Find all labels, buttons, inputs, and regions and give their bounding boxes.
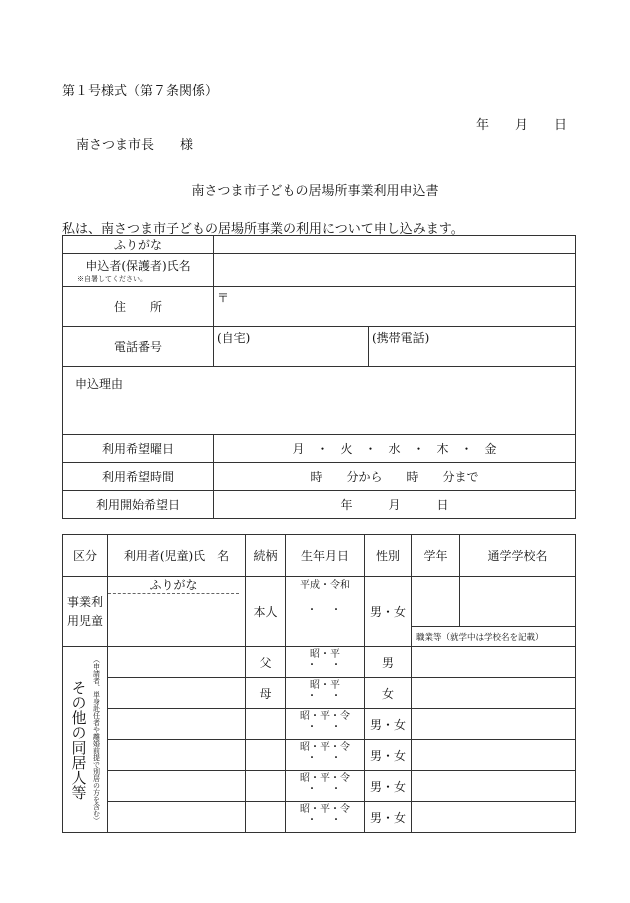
member-occupation-6[interactable] bbox=[412, 802, 576, 833]
child-label-text: 事業利用児童 bbox=[66, 594, 103, 628]
member-name-4[interactable] bbox=[108, 740, 246, 771]
member-relation-5 bbox=[246, 771, 286, 802]
occupation-header: 職業等（就学中は学校名を記載） bbox=[412, 627, 576, 647]
time-label: 利用希望時間 bbox=[63, 463, 214, 491]
mobile-phone-field[interactable] bbox=[369, 327, 576, 367]
applicant-table bbox=[62, 235, 576, 519]
dots-3: ・ ・ bbox=[307, 722, 343, 733]
address-field[interactable] bbox=[214, 287, 576, 327]
members-table bbox=[62, 534, 576, 833]
phone-label: 電話番号 bbox=[63, 327, 214, 367]
others-label bbox=[63, 647, 108, 833]
reason-label: 申込理由 bbox=[75, 377, 124, 391]
page-title: 南さつま市子どもの居場所事業利用申込書 bbox=[191, 184, 439, 199]
member-sex-1[interactable]: 男 bbox=[365, 647, 412, 678]
addressee: 南さつま市長 様 bbox=[76, 138, 194, 153]
member-name-6[interactable] bbox=[108, 802, 246, 833]
child-birth-dots: ・ ・ bbox=[307, 605, 343, 616]
member-name-2[interactable] bbox=[108, 678, 246, 709]
era-2: 昭・平 bbox=[310, 680, 340, 691]
time-value[interactable]: 時 分から 時 分まで bbox=[214, 463, 576, 491]
member-name-5[interactable] bbox=[108, 771, 246, 802]
home-phone-field[interactable] bbox=[214, 327, 369, 367]
header-grade: 学年 bbox=[412, 535, 460, 577]
reason-field[interactable] bbox=[63, 367, 576, 435]
dots-1: ・ ・ bbox=[307, 660, 343, 671]
member-occupation-3[interactable] bbox=[412, 709, 576, 740]
member-occupation-2[interactable] bbox=[412, 678, 576, 709]
furigana-label: ふりがな bbox=[63, 236, 214, 254]
era-1: 昭・平 bbox=[310, 649, 340, 660]
member-relation-3 bbox=[246, 709, 286, 740]
others-label-text: その他の同居人等 bbox=[69, 679, 88, 800]
intro-text: 私は、南さつま市子どもの居場所事業の利用について申し込みます。 bbox=[62, 222, 464, 237]
era-3: 昭・平・令 bbox=[300, 711, 350, 722]
home-phone-label: (自宅) bbox=[217, 331, 251, 345]
header-birthdate: 生年月日 bbox=[286, 535, 365, 577]
member-relation-6 bbox=[246, 802, 286, 833]
mobile-phone-label: (携帯電話) bbox=[372, 331, 430, 345]
era-5: 昭・平・令 bbox=[300, 773, 350, 784]
applicant-name-field[interactable] bbox=[214, 254, 576, 287]
applicant-name-label bbox=[63, 254, 214, 287]
member-relation-1: 父 bbox=[246, 647, 286, 678]
header-relation: 続柄 bbox=[246, 535, 286, 577]
start-value[interactable]: 年 月 日 bbox=[214, 491, 576, 519]
days-value[interactable]: 月 ・ 火 ・ 水 ・ 木 ・ 金 bbox=[214, 435, 576, 463]
member-sex-3[interactable]: 男・女 bbox=[365, 709, 412, 740]
dots-5: ・ ・ bbox=[307, 784, 343, 795]
member-relation-2: 母 bbox=[246, 678, 286, 709]
postal-mark: 〒 bbox=[217, 291, 230, 305]
dots-2: ・ ・ bbox=[307, 691, 343, 702]
member-birth-2[interactable] bbox=[286, 678, 365, 709]
child-grade[interactable] bbox=[412, 577, 460, 627]
child-era: 平成・令和 bbox=[300, 580, 350, 591]
era-4: 昭・平・令 bbox=[300, 742, 350, 753]
child-birthdate[interactable] bbox=[286, 577, 365, 647]
child-label bbox=[63, 577, 108, 647]
name-label-text: 申込者(保護者)氏名 bbox=[85, 258, 191, 273]
era-6: 昭・平・令 bbox=[300, 804, 350, 815]
member-occupation-1[interactable] bbox=[412, 647, 576, 678]
child-furigana: ふりがな bbox=[108, 577, 239, 594]
member-birth-4[interactable] bbox=[286, 740, 365, 771]
sign-note: ※自署してください。 bbox=[77, 274, 147, 283]
member-birth-1[interactable] bbox=[286, 647, 365, 678]
member-birth-5[interactable] bbox=[286, 771, 365, 802]
start-label: 利用開始希望日 bbox=[63, 491, 214, 519]
date-line bbox=[476, 114, 567, 133]
dots-6: ・ ・ bbox=[307, 815, 343, 826]
member-sex-5[interactable]: 男・女 bbox=[365, 771, 412, 802]
header-category: 区分 bbox=[63, 535, 108, 577]
member-sex-6[interactable]: 男・女 bbox=[365, 802, 412, 833]
member-name-1[interactable] bbox=[108, 647, 246, 678]
date-month: 月 bbox=[515, 118, 529, 133]
member-name-3[interactable] bbox=[108, 709, 246, 740]
member-relation-4 bbox=[246, 740, 286, 771]
member-occupation-4[interactable] bbox=[412, 740, 576, 771]
child-name-field[interactable] bbox=[108, 577, 246, 647]
days-label: 利用希望曜日 bbox=[63, 435, 214, 463]
form-number: 第１号様式（第７条関係） bbox=[62, 84, 219, 99]
address-label: 住 所 bbox=[63, 287, 214, 327]
child-relation: 本人 bbox=[246, 577, 286, 647]
member-birth-6[interactable] bbox=[286, 802, 365, 833]
others-note: （申請者、単身赴任者や離婚前提で別居の方を含む） bbox=[92, 655, 101, 824]
header-school: 通学学校名 bbox=[460, 535, 576, 577]
header-name: 利用者(児童)氏 名 bbox=[108, 535, 246, 577]
header-sex: 性別 bbox=[365, 535, 412, 577]
dots-4: ・ ・ bbox=[307, 753, 343, 764]
member-sex-4[interactable]: 男・女 bbox=[365, 740, 412, 771]
member-sex-2[interactable]: 女 bbox=[365, 678, 412, 709]
member-occupation-5[interactable] bbox=[412, 771, 576, 802]
furigana-field[interactable] bbox=[214, 236, 576, 254]
child-sex[interactable]: 男・女 bbox=[365, 577, 412, 647]
child-school[interactable] bbox=[460, 577, 576, 627]
member-birth-3[interactable] bbox=[286, 709, 365, 740]
date-day: 日 bbox=[554, 118, 568, 133]
date-year: 年 bbox=[476, 118, 490, 133]
